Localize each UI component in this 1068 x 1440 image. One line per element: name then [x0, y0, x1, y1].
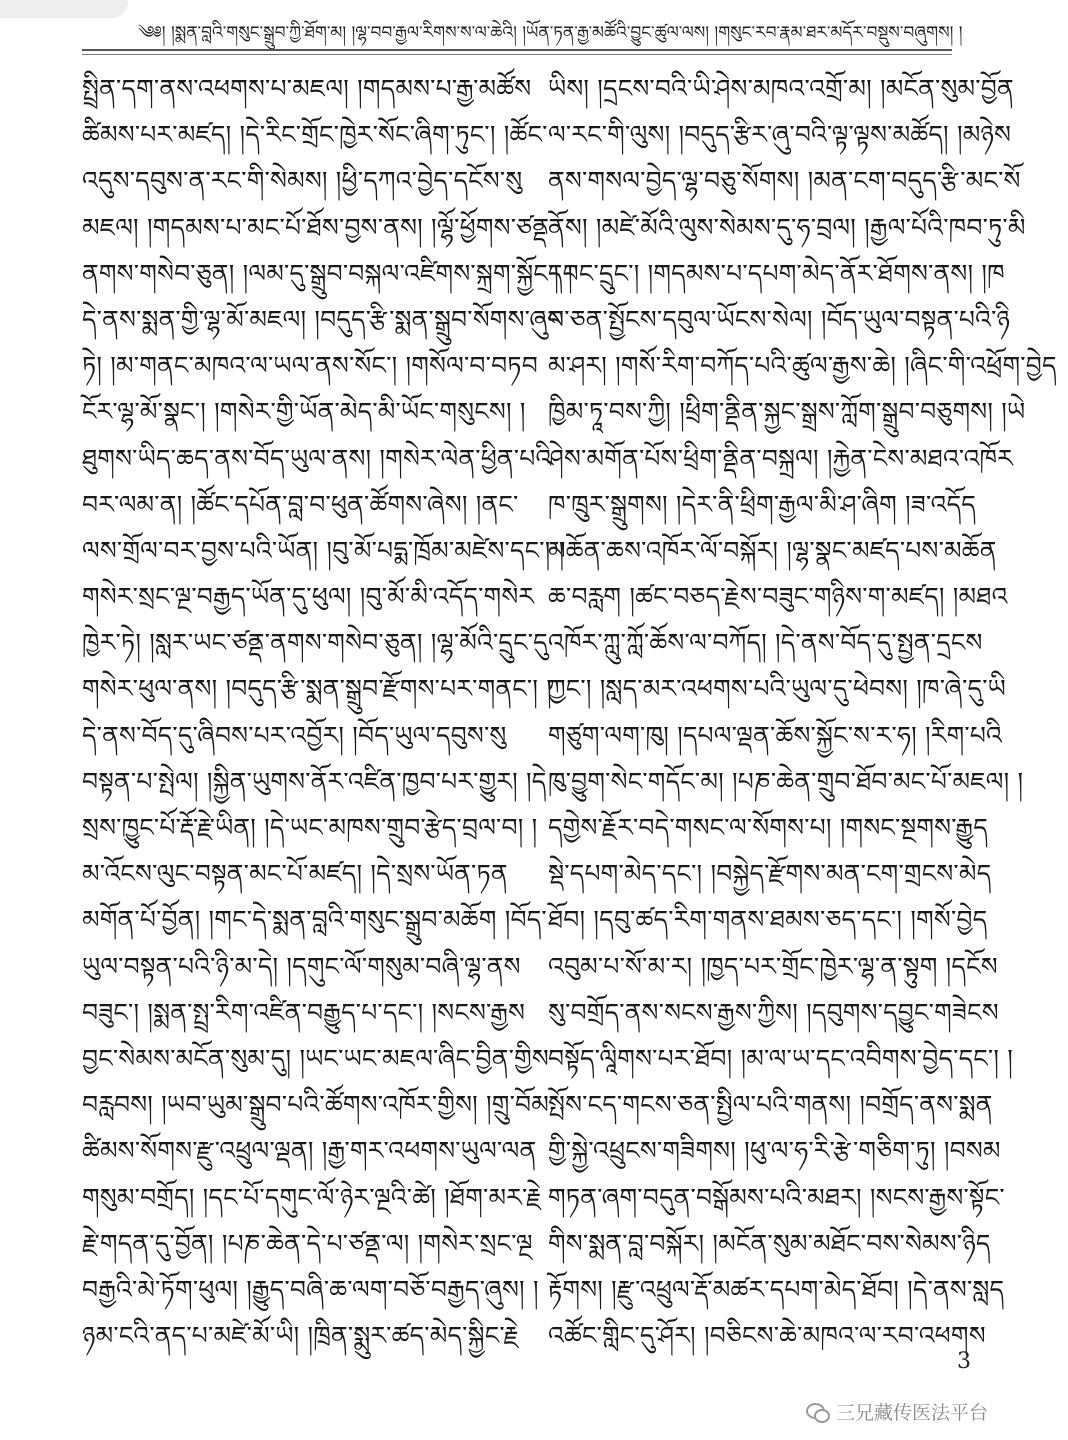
text-line: ཐུགས་ཡིད་ཆད་ནས་བོད་ཡུལ་ནས། །གསེར་ལེན་ཕྱིན་པའི [82, 443, 552, 473]
text-line: གཏན་ཞག་བདུན་བསྒོམས་པའི་མཐར། །སངས་རྒྱས་སྟོང་ [548, 1182, 1005, 1212]
text-line: མཆོན་ཆས་འཁོར་ལོ་བསྐོར། །ལྷ་སྣང་མཛད་པས་མཆོན [548, 535, 997, 565]
text-line: བྱང་སེམས་མངོན་སུམ་དུ། །ཡང་ཡང་མཇལ་ཞིང་བྱིན་གྱིས [82, 1043, 549, 1073]
text-line: ཁྱིམ་ཏཱ་བས་ཀྱི། །ཕྲིག་ནྡིན་སྐྱང་སྒྲས་ཀློག་སྒྲུབ་བཅུགས། །ཡེ [548, 397, 1026, 427]
text-line: ཐོབ། །དབུ་ཚད་རིག་གནས་ཐམས་ཅད་དང་། །གསོ་བྱེད [548, 905, 988, 935]
text-line: དེ་ནས་སྨན་གྱི་ལྷ་མོ་མཇལ། །བདུད་རྩི་སྨན་སྒྲུབ་སོགས་ཞུས [82, 304, 565, 334]
text-line: ཆ་བརླག །ཚང་བཅད་རྗེས་བཟུང་གཉིས་ག་མཛད། །མཐའ [548, 582, 1008, 612]
text-line: སྤྲིན་དག་ནས་འཕགས་པ་མཇལ། །གདམས་པ་རྒྱ་མཚོས [82, 74, 532, 103]
text-line: གསེར་ཕུལ་ནས། །བདུད་རྩི་སྨན་སྒྲུབ་རྫོགས་པར་གནང་། ། [82, 674, 552, 704]
page-header: ༄༅། །སྨན་བླའི་གསུང་སྒྲུབ་ཀྱི་ཐོག་མ། །ལྷ་བབ་རྒྱལ་རིགས་ས་ལ་ཆེའི། །ཡོན་ཏན་རྒྱ་མཚོའི་བྱུང་ཚུལ་ལས། །གསུང་རབ་རྣམ་ཐར་མདོར་བསྡུས་བཞུགས། ། [138, 23, 963, 43]
text-line: བཟུང་། །སྨན་སྤྲ་རིག་འཛིན་བརྒྱུད་པ་དང་། །སངས་རྒྱས [82, 997, 526, 1027]
header-rule-thick [82, 49, 952, 51]
text-line: ཁྱེར་ཏེ། །སླར་ཡང་ཙནྡ་ནགས་གསེབ་ཅུན། །ལྷ་མོའི་དྲུང་དུ [82, 628, 548, 658]
page-number: 3 [957, 1349, 971, 1374]
text-line: གིས་སྨན་བླ་བསྐོར། །མངོན་སུམ་མཐོང་བས་སེམས་ཉིད [548, 1228, 991, 1258]
text-line: དགྱེས་རྗོར་བདེ་གསང་ལ་སོགས་པ། །གསང་སྔགས་རྒྱུད [548, 813, 988, 842]
text-line: གསེར་སྲང་ལྔ་བརྒྱད་ཡོན་དུ་ཕུལ། །བུ་མོ་མི་འདོད་གསེར [82, 582, 535, 612]
text-line: སུ་བགྲོད་ནས་སངས་རྒྱས་ཀྱིས། །དབུགས་དབྱུང་གཟེངས [548, 997, 999, 1027]
text-line: མ་འོངས་ལུང་བསྟན་མང་པོ་མཛད། །དེ་སྲས་ཡོན་ཏན [82, 859, 508, 889]
text-line: མ་ཤར། །གསོ་རིག་བཀོད་པའི་ཚུལ་རྒྱས་ཆེ། །ཞིང་གི་འཕྲོག་བྱེད [548, 351, 1057, 381]
text-line: བསྟན་པ་སྤེལ། །སྐྱིན་ཡུགས་ནོར་འཛིན་ཁྱབ་པར་གྱུར། །དེ [82, 766, 547, 796]
text-line: འཁོར་ཀླུ་ཀློ་ཆོས་ལ་བཀོད། །དེ་ནས་བོད་དུ་སྤྱན་དྲངས [548, 628, 983, 658]
text-line: ངོར་ལྷ་མོ་སྣང་། །གསེར་གྱི་ཡོན་མེད་མི་ཡོང་གསུངས། ། [82, 397, 526, 427]
wechat-icon [806, 1403, 828, 1421]
text-line: བརླབས། །ཡབ་ཡུམ་སྒྲུབ་པའི་ཚོགས་འཁོར་གྱིས། །གྲུ་བོམ [82, 1090, 550, 1120]
text-line: ནོས། །མཛེ་མོའི་ལུས་སེམས་དུ་ཧ་བྲལ། །རྒྱལ་པོའི་ཁབ་ཏུ་མི [548, 212, 1026, 242]
text-line: ཡུལ་བསྟན་པའི་ཉི་མ་དེ། །དགུང་ལོ་གསུམ་བཞི་ལྷ་ནས [82, 951, 521, 981]
text-line: རྟོགས། །རྫུ་འཕྲུལ་རྡོ་མཚར་དཔག་མེད་ཐོབ། །དེ་ནས་སླད [548, 1274, 1005, 1304]
text-line: གྱི་སྐྱེ་འཕྲུངས་གཟིགས། །ཕུ་ལ་ཧ་རི་རྩེ་གཅིག་ཏུ། །བསམ [548, 1136, 1001, 1166]
text-line: ཏེ། །མ་གནང་མཁའ་ལ་ཡལ་ནས་སོང་། །གསོལ་བ་བཏབ [82, 351, 538, 381]
text-line: ཚིམས་སོགས་རྫུ་འཕྲུལ་ལྡན། །རྒྱ་གར་འཕགས་ཡུལ་ལན [82, 1136, 537, 1166]
text-line: ལ་རང་གི་ལུས། །བདུད་རྩིར་ཞུ་བའི་ལྟ་ལྟས་མཚོད། །མཉེས [548, 120, 1012, 150]
text-line: མཇལ། །གདམས་པ་མང་པོ་ཐོས་བྱས་ནས། །ལྷོ་ཕྱོགས་ཙནྡ [82, 212, 550, 242]
text-line: ནས་གསལ་བྱེད་ལྷ་བཅུ་སོགས། །མན་ངག་བདུད་རྩི་མང་སོ [548, 166, 1021, 196]
text-line: འབུམ་པ་སོ་མ་ར། །ཁྱད་པར་གྲོང་ཁྱེར་ལྷ་ན་སྟུག །དངོས [548, 951, 998, 981]
text-line: གསུམ་བགྲོད། །དང་པོ་དགུང་ལོ་ཉེར་ལྔའི་ཚེ། །ཐོག་མར་རྗེ [82, 1182, 542, 1212]
text-line: ཡིས། །དྲངས་བའི་ཡི་ཤེས་མཁའ་འགྲོ་མ། །མངོན་སུམ་བྱོན [548, 74, 1014, 103]
header-rule-thin [82, 54, 952, 55]
left-text-column [82, 66, 573, 1359]
text-line: བར་ལམ་ན། །ཚོང་དཔོན་བླ་བ་ཕུན་ཚོགས་ཞེས། །ནང་ [82, 489, 519, 519]
text-line: ཁ་ཁྲུར་སྒྲུགས། །དེར་ནི་ཕྲིག་རྒྱལ་མི་ཤ་ཞིག །ཟ་འདོད [548, 489, 976, 519]
text-line: འཚོང་གླིང་དུ་ཤོར། །བཅིངས་ཆེ་མཁའ་ལ་རབ་འཕགས [548, 1321, 986, 1351]
text-line: ཁུ་བྱུག་སེང་གདོང་མ། །པཎ་ཆེན་གྲུབ་ཐོབ་མང་པོ་མཇལ། ། [548, 766, 1024, 796]
text-line: འདུས་དབུས་ན་རང་གི་སེམས། །ཕྱི་དཀའ་བྱེད་དངོས་སུ [82, 166, 523, 196]
watermark [806, 1398, 988, 1425]
text-line: ཉམ་ངའི་ནད་པ་མཛེ་མོ་ཡི། །ཁྲིན་སྨུར་ཚད་མེད་སྐྱིང་རྗེ [82, 1321, 519, 1351]
text-line: བསྟོད་ལཱིགས་པར་ཐོབ། །མ་ལ་ཡ་དང་འབིགས་བྱེད་དང་། ། [548, 1043, 1013, 1073]
text-line: མགོན་པོ་བྱོན། །གང་དེ་སྨན་བླའི་གསུང་སྒྲུབ་མཆོག །བོད་ [82, 905, 547, 935]
text-line: ཤེས་མགོན་པོས་ཕྲིག་ནྡིན་བསྐྲལ། །རྐྱེན་ངེས་མཐའ་འཁོར [548, 443, 1014, 473]
top-tab-decoration [0, 0, 128, 18]
right-text-column [548, 66, 1057, 1359]
watermark-text: 三兄藏传医法平台 [836, 1402, 989, 1424]
text-line: དབང་དྲུང་། །གདམས་པ་དཔག་མེད་ནོར་ཐོགས་ནས། །ཁ [548, 258, 1005, 288]
text-line: ཀྱང་། །སླད་མར་འཕགས་པའི་ཡུལ་དུ་ཕེབས། །ཁ་ཞེ་དུ་ཡི [548, 674, 1006, 704]
text-line: དེ་ནས་བོད་དུ་ཞིབས་པར་འབྱོར། །བོད་ཡུལ་དབུས་སུ [82, 720, 507, 750]
text-line: ནགས་གསེབ་ཅུན། །ལམ་དུ་སྒྲུབ་བསྐལ་འཛིགས་སྐྲག་སྐྱོང་། ། [82, 258, 573, 288]
text-line: སྡེ་དཔག་མེད་དང་། །བསྐྱེད་རྫོགས་མན་ངག་གྲངས་མེད [548, 859, 992, 889]
text-line: སྤོས་ངད་གངས་ཅན་སྤྱིལ་པའི་གནས། །བགྲོད་ནས་སྨན [548, 1090, 993, 1120]
text-line: ལས་གྲོལ་བར་བྱས་པའི་ཡོན། །བུ་མོ་པདྨ་ཁྲོམ་མཛེས་དང་། ། [82, 535, 565, 565]
text-line: སྲས་ཁྱུང་པོ་རྡོ་རྗེ་ཡིན། །དེ་ཡང་མཁས་གྲུབ་རྩེད་བྲལ་བ། ། [82, 813, 538, 842]
text-line: རྗེ་གདན་དུ་བྱོན། །པཎ་ཆེན་དེ་པ་ཙནྡ་ལ། །གསེར་སྲང་ལྔ [82, 1228, 533, 1258]
text-line: གཙུག་ལག་ཁུ། །དཔལ་ལྡན་ཆོས་སྐྱོང་ས་ར་ཧ། །རིག་པའི [548, 720, 1002, 750]
text-line: ཚིམས་པར་མཛད། །དེ་རིང་གྲོང་ཁྱེར་སོང་ཞིག་ཏུང་། །ཚོང་ [82, 120, 548, 150]
text-line: བ་ཅན་སྤྱོངས་དབུལ་ཡོངས་སེལ། །བོད་ཡུལ་བསྟན་པའི་ཉི [548, 304, 1011, 334]
text-line: བརྒྱའི་མེ་ཏོག་ཕུལ། །རྒྱུད་བཞི་ཆ་ལག་བཅོ་བརྒྱད་ཞུས། ། [82, 1274, 539, 1304]
